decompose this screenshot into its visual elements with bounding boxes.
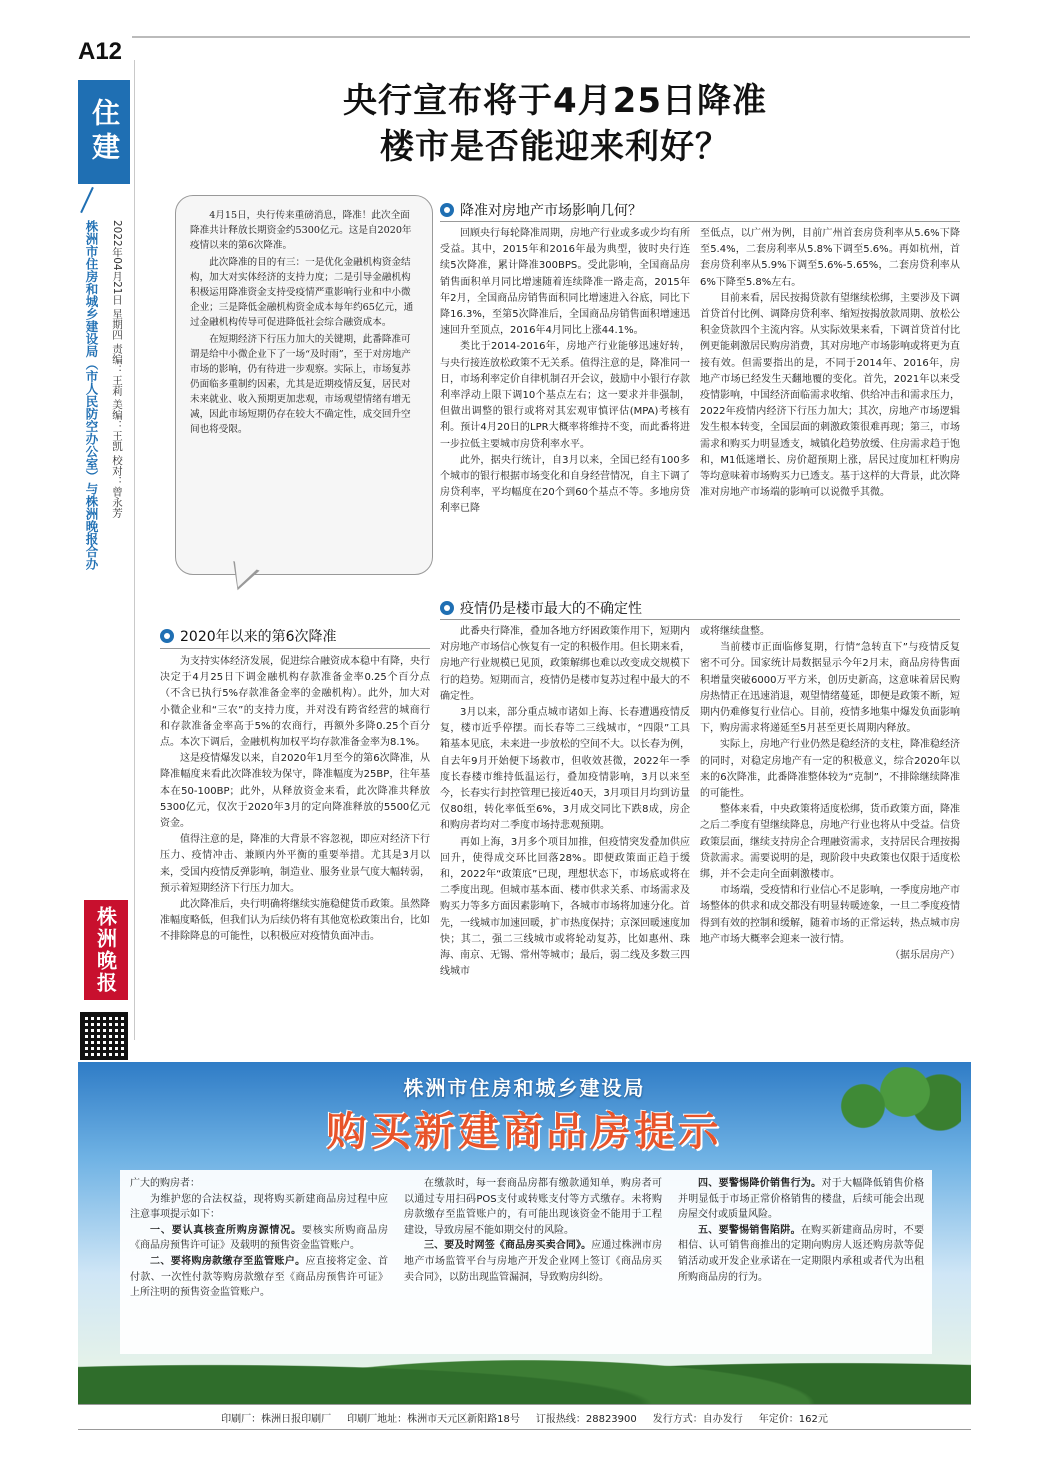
- qr-code-icon: [80, 1012, 128, 1060]
- notice-item-lead: 四、要警惕降价销售行为。: [698, 1178, 822, 1189]
- bullet-icon: [160, 629, 174, 643]
- subhead-s2-text: 降准对房地产市场影响几何？: [460, 203, 642, 219]
- s1-paragraph: 为支持实体经济发展，促进综合融资成本稳中有降，央行决定于4月25日下调金融机构存款准备金率0.25个百分点（不含已执行5%存款准备金率的金融机构）。此外，加大对小微企业和“三农”的支持力度，并对没有跨省经营的城商行和存款准备金率高于5%的农商行，再额外多降0.25个百分点。本次下调后，金融机构加权平均存款准备金率为8.1%。: [160, 656, 430, 749]
- s3-paragraph: 整体来看，中央政策将适度松绑，货币政策方面，降准之后二季度有望继续降息，房地产行业也将从中受益。信贷政策层面，继续支持房企合理融资需求，支持居民合理按揭贷款需求。需要说明的是，现阶段中央政策也仅限于适度松绑，并不会走向全面刺激楼市。: [700, 804, 960, 881]
- bullet-icon: [440, 601, 454, 615]
- s3-paragraph: 当前楼市正面临修复期，行情“急转直下”与疫情反复密不可分。国家统计局数据显示今年2月末，商品房待售面积增量突破6000万平方米，创历史新高，这意味着居民购房热情正在迅速消退，观望情绪蔓延，即便是政策不断，短期内仍难修复行业信心。目前，疫情多地集中爆发负面影响下，购房需求将递延至5月甚至更长周期内释放。: [700, 642, 960, 735]
- subhead-s1-text: 2020年以来的第6次降准: [180, 629, 337, 645]
- s1-paragraph: 值得注意的是，降准的大背景不容忽视，即应对经济下行压力、疫情冲击、兼顾内外平衡的重要举措。尤其是3月以来，受国内疫情反弹影响，制造业、服务业景气度大幅转弱，预示着短期经济下行压力加大。: [160, 834, 430, 894]
- subhead-s1: [160, 626, 337, 646]
- banner-title: 购买新建商品房提示: [326, 1108, 723, 1155]
- notice-item-lead: 一、要认真核查所购房源情况。: [150, 1224, 302, 1236]
- s3-paragraph: 此番央行降准，叠加各地方纾困政策作用下，短期内对房地产市场信心恢复有一定的积极作用。但长期来看，房地产行业规模已见顶，政策解绑也难以改变成交规模下行的趋势。短期而言，疫情仍是楼市复苏过程中最大的不确定性。: [440, 626, 690, 702]
- sidebar-divider: [134, 60, 135, 1040]
- dateline: 2022年04月21日 星期四 责编：王莉 美编：王凯 校对：曾永芳: [111, 220, 123, 518]
- lead-bubble: [175, 195, 433, 575]
- subhead-s3: [440, 598, 642, 618]
- notice-item: [130, 1223, 388, 1254]
- notice-item-body: 对于大幅降低销售价格并明显低于市场正常价格销售的楼盘，后续可能会出现房屋交付或质量风险。: [678, 1178, 925, 1221]
- notice-item-body: 应通过株洲市房地产市场监管平台与房地产开发企业网上签订《商品房买卖合同》，以防出现监管漏洞，导致购房纠纷。: [404, 1240, 663, 1283]
- subhead-s1-rule: [160, 648, 430, 649]
- s2-paragraph: 回顾央行每轮降准周期，房地产行业或多或少均有所受益。其中，2015年和2016年最为典型，彼时央行连续5次降准，累计降准300BPS。受此影响，全国商品房销售面积单月同比增速随着连续降准一路走高，2015年年2月，全国商品房销售面积同比增速进入谷底，同比下降16.3%，至第5次降准后，全国商品房销售面积增速迅速回升至顶点，2016年4月同比上涨44.1%。: [440, 228, 690, 337]
- footer-hotline: 订报热线：28823900: [535, 1413, 637, 1425]
- bubble-paragraph: 此次降准的目的有三：一是优化金融机构资金结构，加大对实体经济的支持力度；二是引导金融机构积极运用降准资金支持受疫情严重影响行业和中小微企业；三是降低金融机构资金成本每年约65亿元，通过金融机构传导可促进降低社会综合融资成本。: [190, 257, 414, 328]
- notice-column-2: [404, 1176, 662, 1285]
- notice-banner: [78, 1062, 971, 1404]
- footer-distribution: 发行方式：自办发行: [652, 1413, 743, 1425]
- bullet-icon: [440, 203, 454, 217]
- s2-paragraph: 此外，据央行统计，自3月以来，全国已经有100多个城市的银行根据市场变化和自身经营情况，自主下调了房贷利率，平均幅度在20个到60个基点不等。多地房贷利率已降: [440, 454, 690, 515]
- notice-item-lead: 五、要警惕销售陷阱。: [698, 1224, 801, 1236]
- banner-subtitle: 株洲市住房和城乡建设局: [403, 1076, 646, 1100]
- subhead-s2-rule: [440, 221, 960, 222]
- s3-paragraph: 再如上海，3月多个项目加推，但疫情突发叠加供应回升，使得成交环比回落28%。即便政策面正趋于缓和，2022年“政策底”已现，理想状态下，市场底或将在二季度出现。但城市基本面、楼市供求关系、市场需求及购买力等多方面因素影响下，各城市市场将加速分化。首先，一线城市加速回暖，扩市热度保持；京深回暖速度加快；其二，强二三线城市或将轮动复苏，比如惠州、珠海、南京、无锡、常州等城市；最后，弱二线及多数三四线城市: [440, 836, 690, 978]
- paper-logo: 株洲晚报: [84, 900, 128, 1000]
- notice-greeting: 广大的购房者：: [130, 1178, 200, 1189]
- headline: [150, 78, 960, 170]
- s2-paragraph: 目前来看，居民按揭贷款有望继续松绑，主要涉及下调首贷首付比例、调降房贷利率、缩短按揭放款周期、放松公积金贷款四个主流内容。从实际效果来看，下调首贷首付比例更能刺激居民购房消费，其对房地产市场影响或将更为直接有效。但需要指出的是，不同于2014年、2016年，房地产市场已经发生天翻地覆的变化。首先，2021年以来受疫情影响，中国经济面临需求收缩、供给冲击和需求压力，2022年疫情内经济下行压力加大；其次，房地产市场逻辑发生根本转变，全国层面的刺激政策很难再现；第三，市场需求和购买力明显透支，城镇化趋势放缓、住房需求趋于饱和，M1低迷增长、房价超预期上涨，居民过度加杠杆购房等均意味着市场购买力已透支。基于这样的大背景，此次降准对房地产市场端的影响可以说微乎其微。: [700, 292, 960, 499]
- publisher-line: 株洲市住房和城乡建设局（市人民防空办公室）与株洲晚报合办: [84, 220, 99, 570]
- section-divider: [80, 187, 94, 213]
- bubble-paragraph: 在短期经济下行压力加大的关键期，此番降准可谓是给中小微企业下了一场“及时雨”，至于对房地产市场的影响，仍有待进一步观察。实际上，市场复苏仍面临多重制约因素，尤其是近期疫情反复，居民对未来就业、收入预期更加悲观，市场观望情绪有增无减，因此市场短期仍存在较大不确定性，成交回升空间也将受限。: [190, 334, 411, 435]
- landscape-graphic: [78, 1336, 971, 1404]
- s3-column-b: [700, 624, 960, 964]
- s3-paragraph: 市场端，受疫情和行业信心不足影响，一季度房地产市场整体的供求和成交都没有明显转暖迹象，一旦二季度疫情得到有效的控制和缓解，随着市场的正常运转，热点城市房地产市场大概率会迎来一波行情。: [700, 885, 960, 945]
- notice-intro: 为维护您的合法权益，现将购买新建商品房过程中应注意事项提示如下：: [130, 1193, 388, 1221]
- s3-paragraph: 实际上，房地产行业仍然是稳经济的支柱，降准稳经济的同时，对稳定房地产有一定的积极意义，综合2020年以来的6次降准，此番降准整体较为“克制”，不排除继续降准的可能性。: [700, 739, 960, 800]
- footer-price: 年定价：162元: [758, 1413, 828, 1425]
- s2-paragraph: 类比于2014-2016年，房地产行业能够迅速好转，与央行接连放松政策不无关系。值得注意的是，降准同一日，市场利率定价自律机制召开会议，鼓励中小银行存款利率浮动上限下调10个基点左右；这一要求并非强制，但做出调整的银行或将对其宏观审慎评估(MPA)考核有利。预计4月20日的LPR大概率将维持不变，而此番将进一步拉低主要城市房贷利率水平。: [440, 341, 690, 450]
- notice-item-body: 应直接将定金、首付款、一次性付款等购房款缴存至《商品房预售许可证》上所注明的预售资金监管账户。: [130, 1255, 389, 1299]
- notice-item: [130, 1254, 388, 1301]
- s3-paragraph: 3月以来，部分重点城市诸如上海、长春遭遇疫情反复，楼市近乎停摆。而长春等二三线城市，“四限”工具箱基本见底，未来进一步放松的空间不大。以长春为例，自去年9月开始便下场救市，但收效甚微，2022年一季度长春楼市维持低温运行，叠加疫情影响，3月以来至今，长春实行封控管理已接近40天，3月项目月均到访量仅80组，转化率低至6%，3月成交同比下跌8成，房企和购房者均对二季度市场持悲观预期。: [440, 707, 690, 832]
- s1-column: [160, 654, 430, 946]
- bubble-paragraph: 4月15日，央行传来重磅消息，降准！此次全面降准共计释放长期资金约5300亿元。这是自2020年疫情以来的第6次降准。: [190, 210, 412, 251]
- notice-item: [678, 1223, 924, 1285]
- s2-column-b: [700, 226, 960, 501]
- notice-paragraph: 在缴款时，每一套商品房都有缴款通知单，购房者可以通过专用扫码POS支付或转账支付等方式缴存。未将购房款缴存至监管账户的，有可能出现该资金不能用于工程建设，导致房屋不能如期交付的风险。: [404, 1178, 662, 1236]
- s1-paragraph: 此次降准后，央行明确将继续实施稳健货币政策。虽然降准幅度略低，但我们认为后续仍将有其他宽松政策出台，比如不排除降息的可能性，以积极应对疫情负面冲击。: [160, 899, 430, 943]
- s3-paragraph: 或将继续盘整。: [700, 626, 770, 637]
- top-rule: [132, 36, 970, 38]
- s3-column-a: [440, 624, 690, 980]
- s2-paragraph: 至低点，以广州为例，目前广州首套房贷利率从5.6%下降至5.4%，二套房利率从5.8%下调至5.6%。再如杭州，首套房贷利率从5.9%下调至5.6%-5.65%，二套房贷利率从6%下降至5.8%左右。: [700, 228, 960, 288]
- notice-item: [404, 1238, 662, 1285]
- notice-item-body: 要核实所购商品房《商品房预售许可证》及载明的预售资金监管账户。: [130, 1224, 389, 1252]
- subhead-s3-rule: [440, 619, 960, 620]
- s2-column-a: [440, 226, 690, 518]
- notice-item-body: 在购买新建商品房时，不要相信、认可销售商推出的定期向购房人返还购房款等促销活动或开发企业承诺在一定期限内承租或者代为出租所购商品房的行为。: [678, 1224, 925, 1283]
- subhead-s2: [440, 200, 642, 220]
- article-source: （据乐居房产）: [890, 950, 960, 962]
- notice-column-3: [678, 1176, 924, 1285]
- notice-item-lead: 二、要将购房款缴存至监管账户。: [150, 1255, 306, 1267]
- section-tag: 住建: [78, 80, 130, 184]
- footer-address: 印刷厂地址：株洲市天元区新阳路18号: [347, 1413, 520, 1425]
- notice-item-lead: 三、要及时网签《商品房买卖合同》。: [424, 1240, 592, 1252]
- notice-box: [120, 1170, 932, 1354]
- notice-item: [678, 1176, 924, 1223]
- s1-paragraph: 这是疫情爆发以来，自2020年1月至今的第6次降准，从降准幅度来看此次降准较为保守，降准幅度为25BP，往年基本在50-100BP；此外，从释放资金来看，此次降准共释放5300亿元，仅次于2020年3月的定向降准释放的5500亿元资金。: [160, 753, 430, 830]
- page-number: A12: [78, 38, 123, 65]
- footer-printer: 印刷厂：株洲日报印刷厂: [221, 1413, 332, 1425]
- headline-line-2: 楼市是否能迎来利好？: [380, 127, 730, 167]
- subhead-s3-text: 疫情仍是楼市最大的不确定性: [460, 601, 642, 617]
- imprint-footer: [78, 1404, 971, 1430]
- headline-line-1: 央行宣布将于4月25日降准: [343, 81, 767, 121]
- notice-column-1: [130, 1176, 388, 1301]
